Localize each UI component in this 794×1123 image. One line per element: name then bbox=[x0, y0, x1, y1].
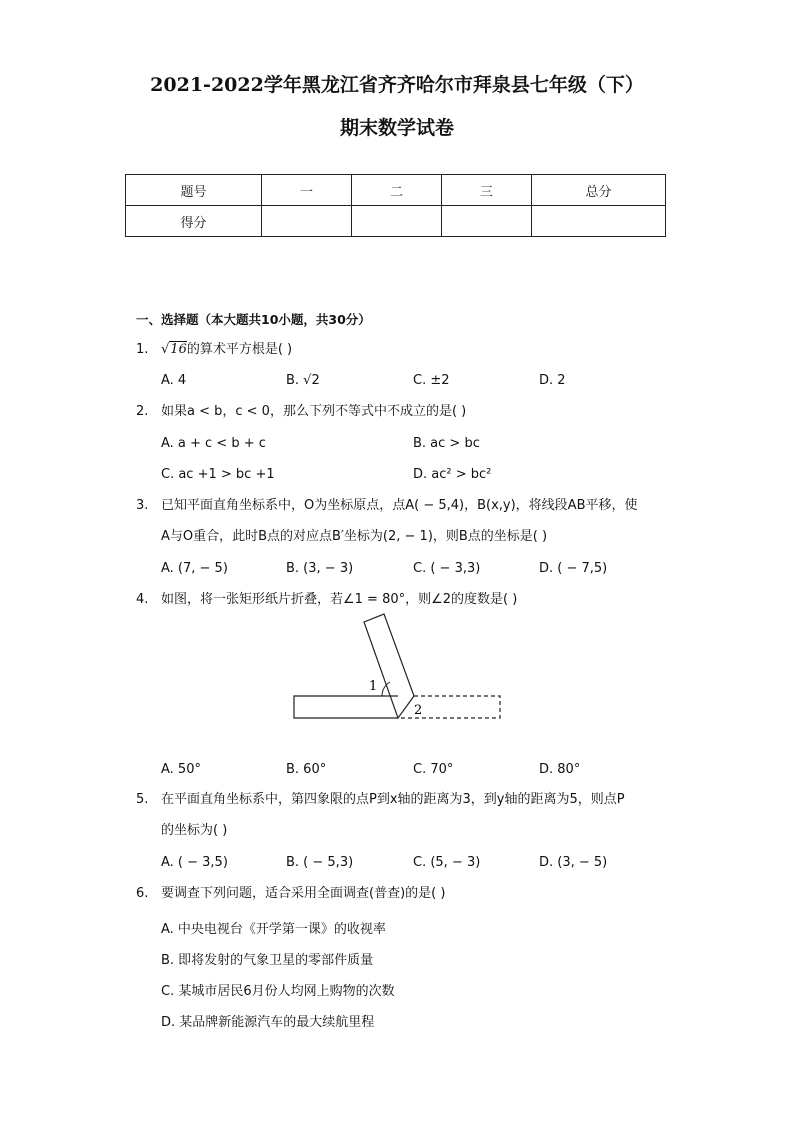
question-stem-line1: 在平面直角坐标系中，第四象限的点P到x轴的距离为3，到y轴的距离为5，则点P bbox=[161, 792, 625, 807]
strip-outline bbox=[294, 696, 398, 718]
question-number: 3. bbox=[136, 498, 149, 513]
option-d[interactable]: D. ( − 7,5) bbox=[539, 561, 608, 576]
score-header-cell: 二 bbox=[352, 175, 442, 206]
question-number: 2. bbox=[136, 404, 149, 419]
score-header-cell: 题号 bbox=[126, 175, 262, 206]
option-a[interactable]: A. (7, − 5) bbox=[161, 561, 228, 576]
question-number: 1. bbox=[136, 342, 149, 357]
score-header-cell: 总分 bbox=[532, 175, 666, 206]
score-cell bbox=[532, 206, 666, 237]
folded-flap bbox=[364, 614, 414, 718]
option-c[interactable]: C. ( − 3,3) bbox=[413, 561, 481, 576]
option-a[interactable]: A. ( − 3,5) bbox=[161, 855, 228, 870]
option-b[interactable]: B. 即将发射的气象卫星的零部件质量 bbox=[161, 953, 374, 968]
option-a[interactable]: A. a + c < b + c bbox=[161, 436, 266, 451]
score-table-header-row bbox=[126, 175, 666, 206]
score-cell bbox=[442, 206, 532, 237]
angle-2-label: 2 bbox=[414, 703, 423, 718]
question-stem: 要调查下列问题，适合采用全面调查(普查)的是( ) bbox=[161, 886, 446, 901]
option-a[interactable]: A. 50° bbox=[161, 762, 201, 777]
score-row-label: 得分 bbox=[126, 206, 262, 237]
option-d[interactable]: D. (3, − 5) bbox=[539, 855, 608, 870]
stem-text: 的算术平方根是( ) bbox=[186, 342, 293, 357]
option-b[interactable]: B. ac > bc bbox=[413, 436, 480, 451]
option-d[interactable]: D. 80° bbox=[539, 762, 581, 777]
score-header-cell: 一 bbox=[262, 175, 352, 206]
question-stem-line2: 的坐标为( ) bbox=[161, 823, 228, 838]
option-d[interactable]: D. 2 bbox=[539, 373, 566, 388]
option-c[interactable]: C. 70° bbox=[413, 762, 454, 777]
question-number: 5. bbox=[136, 792, 149, 807]
question-stem: 如果a < b，c < 0，那么下列不等式中不成立的是( ) bbox=[161, 404, 467, 419]
question-stem-line1: 已知平面直角坐标系中，O为坐标原点，点A( − 5,4)，B(x,y)，将线段AB平移，使 bbox=[161, 498, 638, 513]
question-number: 6. bbox=[136, 886, 149, 901]
score-cell bbox=[352, 206, 442, 237]
option-a[interactable]: A. 中央电视台《开学第一课》的收视率 bbox=[161, 922, 386, 937]
option-d[interactable]: D. 某品牌新能源汽车的最大续航里程 bbox=[161, 1015, 375, 1030]
exam-title-line1: 2021-2022学年黑龙江省齐齐哈尔市拜泉县七年级（下） bbox=[150, 74, 644, 96]
option-b[interactable]: B. (3, − 3) bbox=[286, 561, 354, 576]
option-b[interactable]: B. 60° bbox=[286, 762, 327, 777]
score-table-score-row bbox=[126, 206, 666, 237]
question-stem bbox=[161, 343, 292, 356]
question-stem: 如图，将一张矩形纸片折叠，若∠1 = 80°，则∠2的度数是( ) bbox=[161, 592, 518, 607]
option-c[interactable]: C. ±2 bbox=[413, 373, 450, 388]
option-d[interactable]: D. ac² > bc² bbox=[413, 467, 492, 482]
radicand: 16 bbox=[170, 342, 187, 357]
option-c[interactable]: C. 某城市居民6月份人均网上购物的次数 bbox=[161, 984, 395, 999]
option-b[interactable]: B. ( − 5,3) bbox=[286, 855, 354, 870]
score-table bbox=[125, 174, 666, 237]
option-c[interactable]: C. ac +1 > bc +1 bbox=[161, 467, 275, 482]
question-stem-line2: A与O重合，此时B点的对应点B′坐标为(2, − 1)，则B点的坐标是( ) bbox=[161, 529, 548, 544]
question-number: 4. bbox=[136, 592, 149, 607]
sqrt-sign: √ bbox=[161, 342, 170, 357]
exam-title-line2: 期末数学试卷 bbox=[339, 117, 454, 139]
angle-1-label: 1 bbox=[369, 679, 378, 694]
score-header-cell: 三 bbox=[442, 175, 532, 206]
section-heading: 一、选择题（本大题共10小题，共30分） bbox=[136, 312, 371, 327]
option-b[interactable]: B. √2 bbox=[286, 373, 320, 388]
option-c[interactable]: C. (5, − 3) bbox=[413, 855, 481, 870]
score-cell bbox=[262, 206, 352, 237]
option-a[interactable]: A. 4 bbox=[161, 373, 187, 388]
folded-paper-figure bbox=[290, 612, 505, 724]
